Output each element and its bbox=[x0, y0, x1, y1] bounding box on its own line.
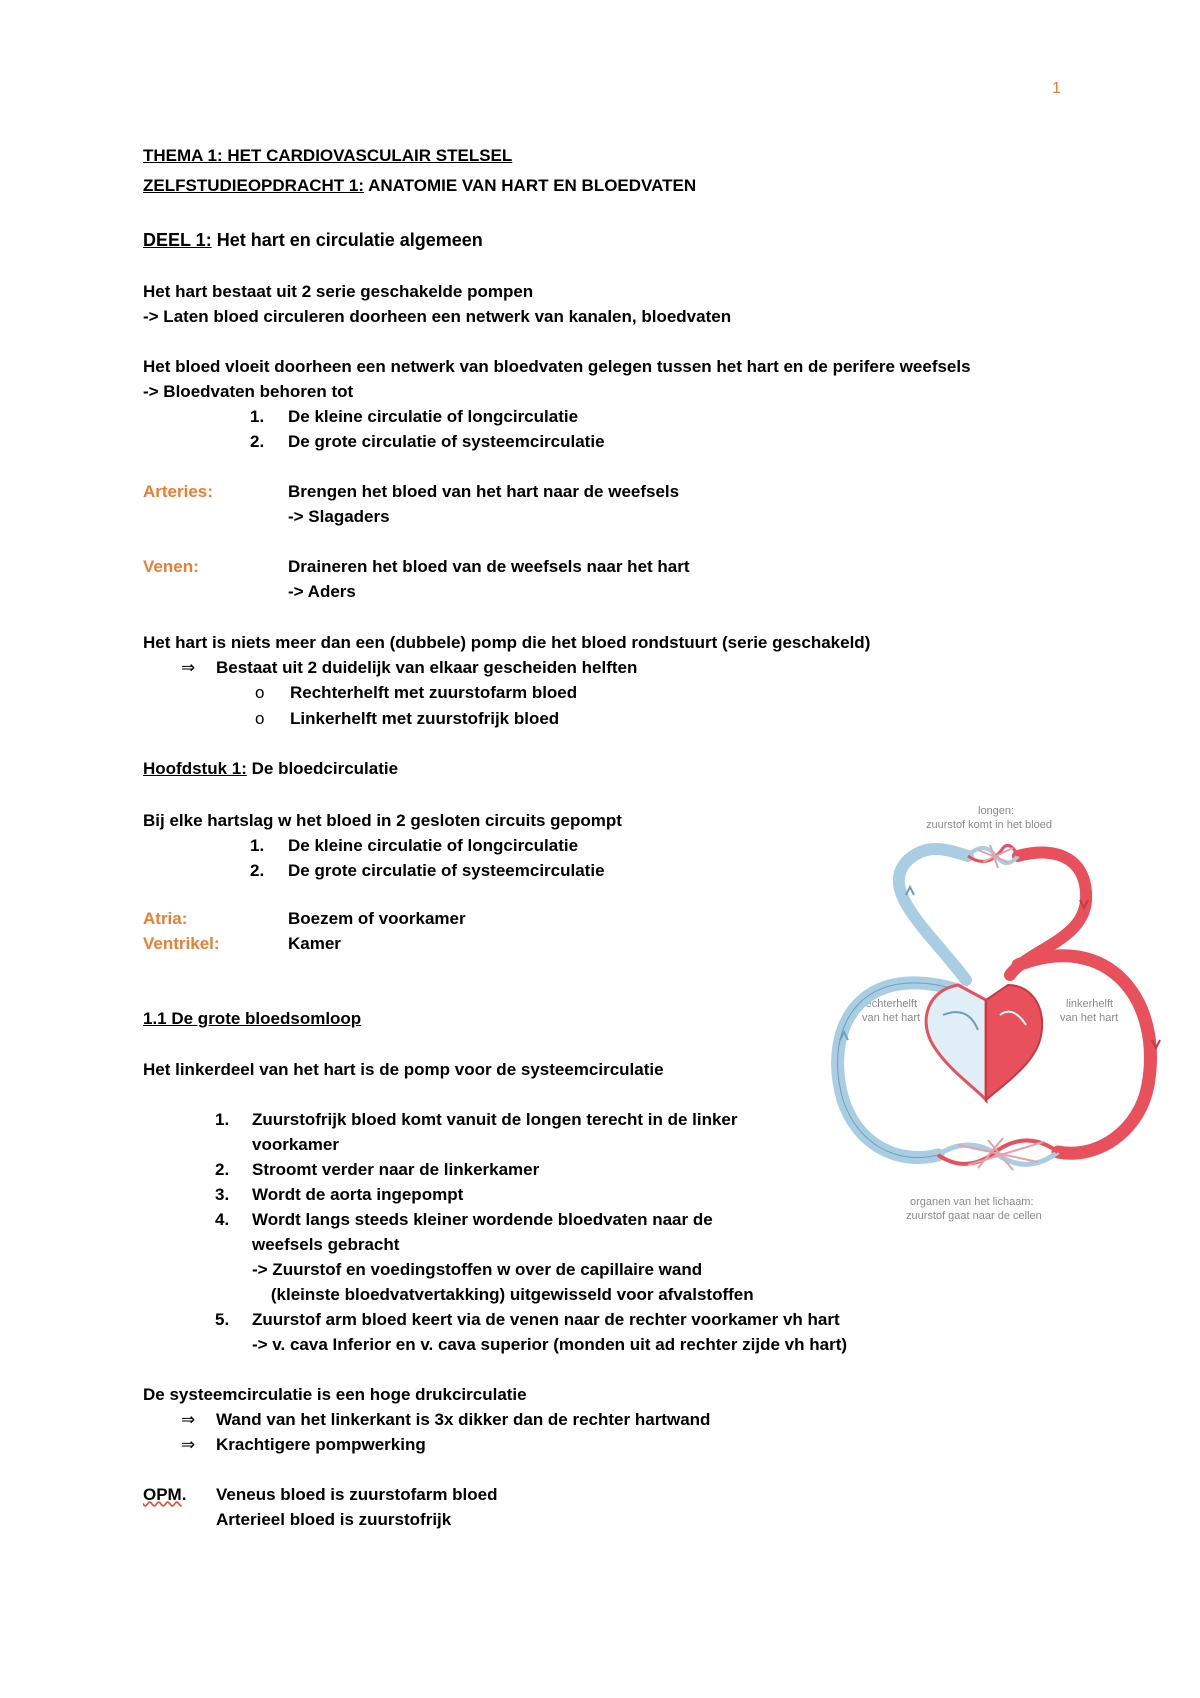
thema-title: THEMA 1: HET CARDIOVASCULAIR STELSEL bbox=[143, 146, 513, 165]
lung-label: longen: bbox=[978, 805, 1015, 817]
left-half-sublabel: van het hart bbox=[1060, 1012, 1119, 1024]
deel-label: DEEL 1: bbox=[143, 230, 212, 250]
hoofdstuk-label: Hoofdstuk 1: bbox=[143, 759, 247, 778]
step-text: Wordt langs steeds kleiner wordende bloedvaten naar de bbox=[252, 1210, 713, 1229]
right-half-label: rechterhelft bbox=[862, 998, 918, 1010]
step-num: 4. bbox=[215, 1210, 230, 1229]
para3-bullet: Linkerhelft met zuurstofrijk bloed bbox=[290, 709, 560, 728]
para2-item-text: De kleine circulatie of longcirculatie bbox=[288, 407, 579, 426]
para2-item-num: 2. bbox=[250, 432, 265, 451]
section11-title: 1.1 De grote bloedsomloop bbox=[143, 1009, 362, 1028]
deel-heading bbox=[143, 229, 483, 251]
opm-label: OPM bbox=[143, 1485, 182, 1504]
circulation-diagram bbox=[818, 800, 1182, 1230]
para2-item-num: 1. bbox=[250, 407, 265, 426]
para4-item-text: De kleine circulatie of longcirculatie bbox=[288, 836, 579, 855]
para4-item-num: 1. bbox=[250, 836, 265, 855]
opm-line1: Veneus bloed is zuurstofarm bloed bbox=[216, 1485, 498, 1504]
step-text: -> Zuurstof en voedingstoffen w over de capillaire wand bbox=[252, 1260, 703, 1279]
step-num: 2. bbox=[215, 1160, 230, 1179]
opm-line2: Arterieel bloed is zuurstofrijk bbox=[216, 1510, 452, 1529]
arteries-def: Brengen het bloed van het hart naar de weefsels bbox=[288, 482, 680, 501]
arrow-symbol: ⇒ bbox=[181, 1410, 196, 1429]
hoofdstuk-heading bbox=[143, 758, 398, 780]
section11-intro: Het linkerdeel van het hart is de pomp voor de systeemcirculatie bbox=[143, 1060, 664, 1079]
step-text: voorkamer bbox=[252, 1135, 339, 1154]
lung-sublabel: zuurstof komt in het bloed bbox=[926, 819, 1052, 831]
systeem-line1: De systeemcirculatie is een hoge drukcirculatie bbox=[143, 1385, 527, 1404]
flow-arrow-icon bbox=[906, 887, 914, 895]
step-text: -> v. cava Inferior en v. cava superior (monden uit ad rechter zijde vh hart) bbox=[252, 1335, 848, 1354]
step-num: 5. bbox=[215, 1310, 230, 1329]
arteries-sub: -> Slagaders bbox=[288, 507, 390, 526]
step-text: Zuurstof arm bloed keert via de venen naar de rechter voorkamer vh hart bbox=[252, 1310, 840, 1329]
body-capillaries bbox=[938, 1138, 1058, 1170]
organ-label: organen van het lichaam: bbox=[910, 1196, 1034, 1208]
para2-line2: -> Bloedvaten behoren tot bbox=[143, 382, 354, 401]
organ-sublabel: zuurstof gaat naar de cellen bbox=[906, 1210, 1042, 1222]
step-text: (kleinste bloedvatvertakking) uitgewisseld voor afvalstoffen bbox=[252, 1285, 754, 1304]
para4-line1: Bij elke hartslag w het bloed in 2 gesloten circuits gepompt bbox=[143, 811, 622, 830]
left-half-label: linkerhelft bbox=[1066, 998, 1114, 1010]
venen-sub: -> Aders bbox=[288, 582, 356, 601]
venen-def: Draineren het bloed van de weefsels naar het hart bbox=[288, 557, 690, 576]
para3-arrow-text: Bestaat uit 2 duidelijk van elkaar gescheiden helften bbox=[216, 658, 638, 677]
arrow-symbol: ⇒ bbox=[181, 1435, 196, 1454]
lung-capillaries bbox=[968, 845, 1018, 868]
opm-dot: . bbox=[181, 1485, 187, 1504]
bullet-symbol: o bbox=[255, 709, 265, 728]
hoofdstuk-title: De bloedcirculatie bbox=[246, 759, 399, 778]
step-num: 1. bbox=[215, 1110, 230, 1129]
para3-line1: Het hart is niets meer dan een (dubbele) pomp die het bloed rondstuurt (serie geschakeld) bbox=[143, 633, 871, 652]
right-half-sublabel: van het hart bbox=[862, 1012, 921, 1024]
atria-def: Boezem of voorkamer bbox=[288, 909, 466, 928]
step-text: Wordt de aorta ingepompt bbox=[252, 1185, 464, 1204]
para3-bullet: Rechterhelft met zuurstofarm bloed bbox=[290, 683, 578, 702]
step-text: Zuurstofrijk bloed komt vanuit de longen terecht in de linker bbox=[252, 1110, 738, 1129]
systeem-arrow-text: Wand van het linkerkant is 3x dikker dan de rechter hartwand bbox=[216, 1410, 711, 1429]
zelfstudie-title: ANATOMIE VAN HART EN BLOEDVATEN bbox=[364, 176, 697, 195]
arteries-term: Arteries: bbox=[143, 482, 213, 501]
step-text: Stroomt verder naar de linkerkamer bbox=[252, 1160, 540, 1179]
para1-line1: Het hart bestaat uit 2 serie geschakelde pompen bbox=[143, 282, 534, 301]
zelfstudie-label: ZELFSTUDIEOPDRACHT 1: bbox=[143, 176, 364, 195]
para2-item-text: De grote circulatie of systeemcirculatie bbox=[288, 432, 605, 451]
venen-term: Venen: bbox=[143, 557, 199, 576]
bullet-symbol: o bbox=[255, 683, 265, 702]
atria-term: Atria: bbox=[143, 909, 188, 928]
para4-item-num: 2. bbox=[250, 861, 265, 880]
opm-label-wrap bbox=[143, 1484, 186, 1506]
systeem-arrow-text: Krachtigere pompwerking bbox=[216, 1435, 426, 1454]
zelfstudie-heading bbox=[143, 175, 696, 197]
aorta-vessel bbox=[1018, 956, 1150, 1154]
step-num: 3. bbox=[215, 1185, 230, 1204]
ventrikel-term: Ventrikel: bbox=[143, 934, 220, 953]
ventrikel-def: Kamer bbox=[288, 934, 341, 953]
page-number: 1 bbox=[1052, 80, 1061, 97]
para4-item-text: De grote circulatie of systeemcirculatie bbox=[288, 861, 605, 880]
deel-title: Het hart en circulatie algemeen bbox=[211, 230, 483, 250]
para2-line1: Het bloed vloeit doorheen een netwerk van bloedvaten gelegen tussen het hart en de perifere weefsels bbox=[143, 357, 971, 376]
arrow-symbol: ⇒ bbox=[181, 658, 196, 677]
heart bbox=[926, 985, 1042, 1100]
para1-line2: -> Laten bloed circuleren doorheen een netwerk van kanalen, bloedvaten bbox=[143, 307, 732, 326]
pulmonary-artery-vessel bbox=[899, 849, 968, 980]
step-text: weefsels gebracht bbox=[252, 1235, 400, 1254]
